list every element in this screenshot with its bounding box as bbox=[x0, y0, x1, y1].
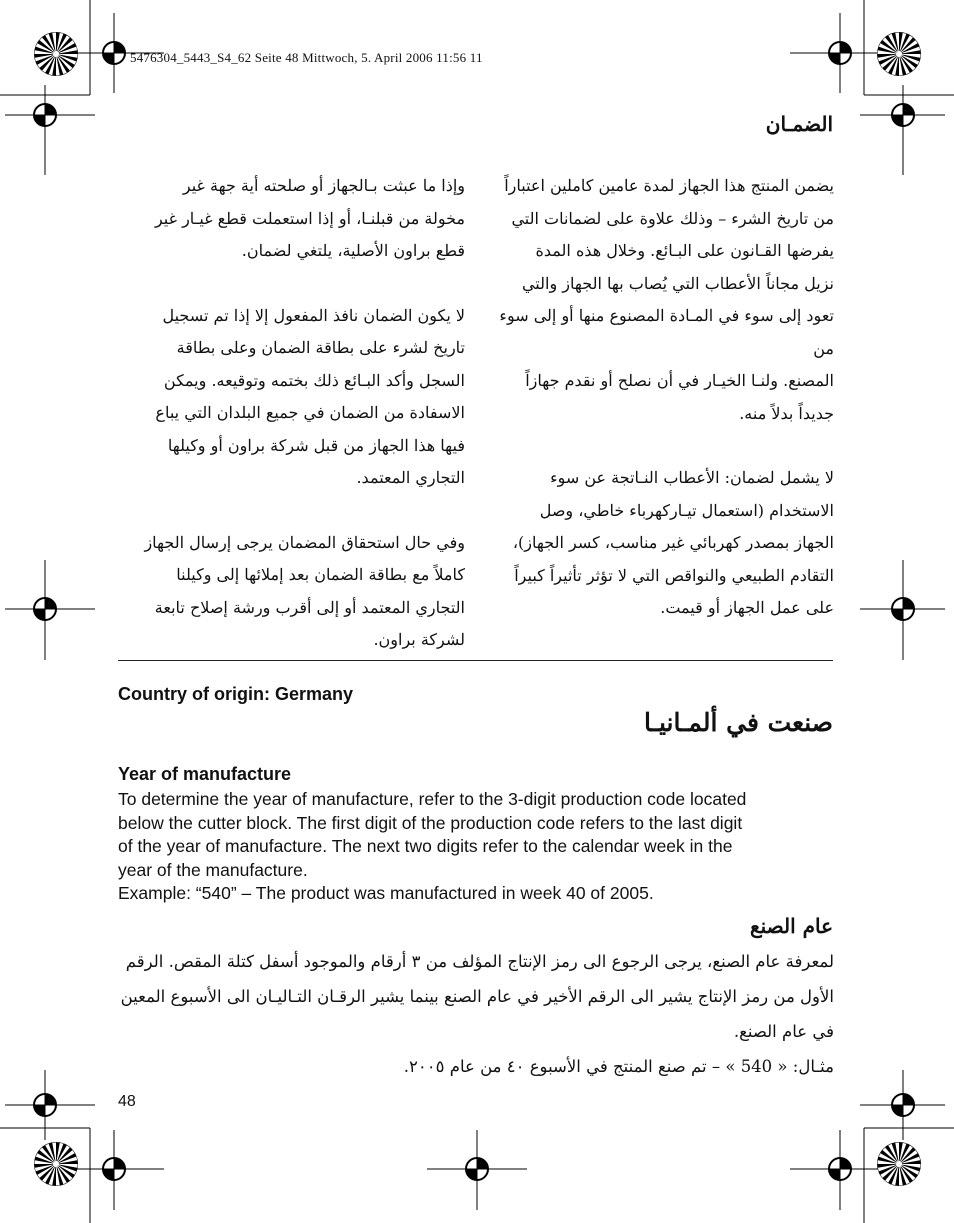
text-line: فيها هذا الجهاز من قبل شركة براون أو وكيلها bbox=[167, 435, 465, 455]
text-line: في عام الصنع. bbox=[733, 1022, 834, 1041]
text-line: نزيل مجاناً الأعطاب التي يُصاب بها الجهاز والتي bbox=[521, 273, 834, 293]
text-line: قطع براون الأصلية، يلتغي لضمان. bbox=[241, 241, 465, 260]
text-line: لا يشمل لضمان: الأعطاب النـاتجة عن سوء bbox=[550, 468, 834, 487]
text-line: of the year of manufacture. The next two digits refer to the calendar week in the bbox=[118, 836, 733, 856]
text-line: يضمن المنتج هذا الجهاز لمدة عامين كاملين اعتباراً bbox=[504, 176, 834, 195]
guarantee-title: الضمـان bbox=[765, 112, 833, 136]
text-line: To determine the year of manufacture, refer to the 3-digit production code located bbox=[118, 789, 747, 809]
text-line: الجهاز بمصدر كهربائي غير مناسب، كسر الجهاز)، bbox=[512, 533, 834, 552]
text-line: التقادم الطبيعي والنواقص التي لا تؤثر تأثيراً كبيراً bbox=[514, 565, 834, 585]
text-line: التجاري المعتمد أو إلى أقرب ورشة إصلاح تابعة bbox=[154, 597, 465, 617]
guarantee-column-right bbox=[488, 170, 834, 625]
text-line: مثـال: « 540 » – تم صنع المنتج في الأسبوع ٤٠ من عام ٢٠٠٥. bbox=[403, 1057, 834, 1076]
starburst-mark bbox=[877, 32, 921, 76]
text-line: السجل وأكد البـائع ذلك بختمه وتوقيعه. ويمكن bbox=[163, 370, 465, 390]
text-line: لشركة براون. bbox=[373, 630, 465, 649]
section-divider bbox=[118, 660, 833, 661]
text-line: لمعرفة عام الصنع، يرجى الرجوع الى رمز الإنتاج المؤلف من ٣ أرقام والموجود أسفل كتلة المقص. الرقم bbox=[125, 952, 834, 971]
year-of-manufacture-body-ar bbox=[118, 944, 834, 1084]
text-line: يفرضها القـانون على البـائع. وخلال هذه المدة bbox=[535, 241, 834, 260]
guarantee-column-left bbox=[118, 170, 465, 657]
text-line: جديداً بدلاً منه. bbox=[739, 403, 834, 423]
text-line: التجاري المعتمد. bbox=[356, 468, 465, 487]
starburst-mark bbox=[34, 32, 78, 76]
country-of-origin-en: Country of origin: Germany bbox=[118, 684, 354, 704]
page-number: 48 bbox=[118, 1093, 136, 1110]
text-line: تاريخ لشرء على بطاقة الضمان وعلى بطاقة bbox=[176, 338, 465, 357]
starburst-mark bbox=[877, 1142, 921, 1186]
year-of-manufacture-title-ar: عام الصنع bbox=[749, 914, 833, 938]
text-line: تعود إلى سوء في المـادة المصنوع منها أو إلى سوء من bbox=[499, 306, 834, 358]
paragraph-gap bbox=[488, 430, 834, 462]
text-line: لا يكون الضمان نافذ المفعول إلا إذا تم تسجيل bbox=[162, 305, 465, 325]
text-line: كاملاً مع بطاقة الضمان بعد إملائها إلى وكيلنا bbox=[176, 565, 465, 584]
text-line: below the cutter block. The first digit of the production code refers to the last digit bbox=[118, 812, 743, 833]
text-line: المصنع. ولنـا الخيـار في أن نصلح أو نقدم جهازاً bbox=[525, 371, 834, 390]
text-line: الأول من رمز الإنتاج يشير الى الرقم الأخير في عام الصنع بينما يشير الرقـان التـاليـان الى الأسبوع المعين bbox=[120, 987, 834, 1006]
paragraph-gap bbox=[118, 268, 465, 300]
text-line: مخولة من قبلنـا، أو إذا استعملت قطع غيـار غير bbox=[154, 208, 465, 228]
text-line: الاسفادة من الضمان في جميع البلدان التي يباع bbox=[155, 403, 465, 422]
text-line: الاستخدام (استعمال تيـاركهرباء خاطي، وصل bbox=[539, 500, 834, 520]
text-line: على عمل الجهاز أو قيمت. bbox=[660, 598, 834, 617]
print-slug: 5476304_5443_S4_62 Seite 48 Mittwoch, 5. April 2006 11:56 11 bbox=[130, 50, 483, 65]
text-line: وفي حال استحقاق المضمان يرجى إرسال الجهاز bbox=[144, 532, 465, 552]
text-line: Example: “540” – The product was manufactured in week 40 of 2005. bbox=[118, 883, 654, 903]
country-of-origin-ar: صنعت في ألمـانيـا bbox=[644, 708, 833, 737]
text-line: year of the manufacture. bbox=[118, 859, 308, 880]
text-line: وإذا ما عبثت بـالجهاز أو صلحته أية جهة غير bbox=[182, 176, 465, 195]
paragraph-gap bbox=[118, 495, 465, 527]
year-of-manufacture-body-en bbox=[118, 788, 834, 906]
starburst-mark bbox=[34, 1142, 78, 1186]
year-of-manufacture-title-en: Year of manufacture bbox=[118, 764, 292, 784]
text-line: من تاريخ الشرء – وذلك علاوة على لضمانات التي bbox=[511, 208, 834, 228]
